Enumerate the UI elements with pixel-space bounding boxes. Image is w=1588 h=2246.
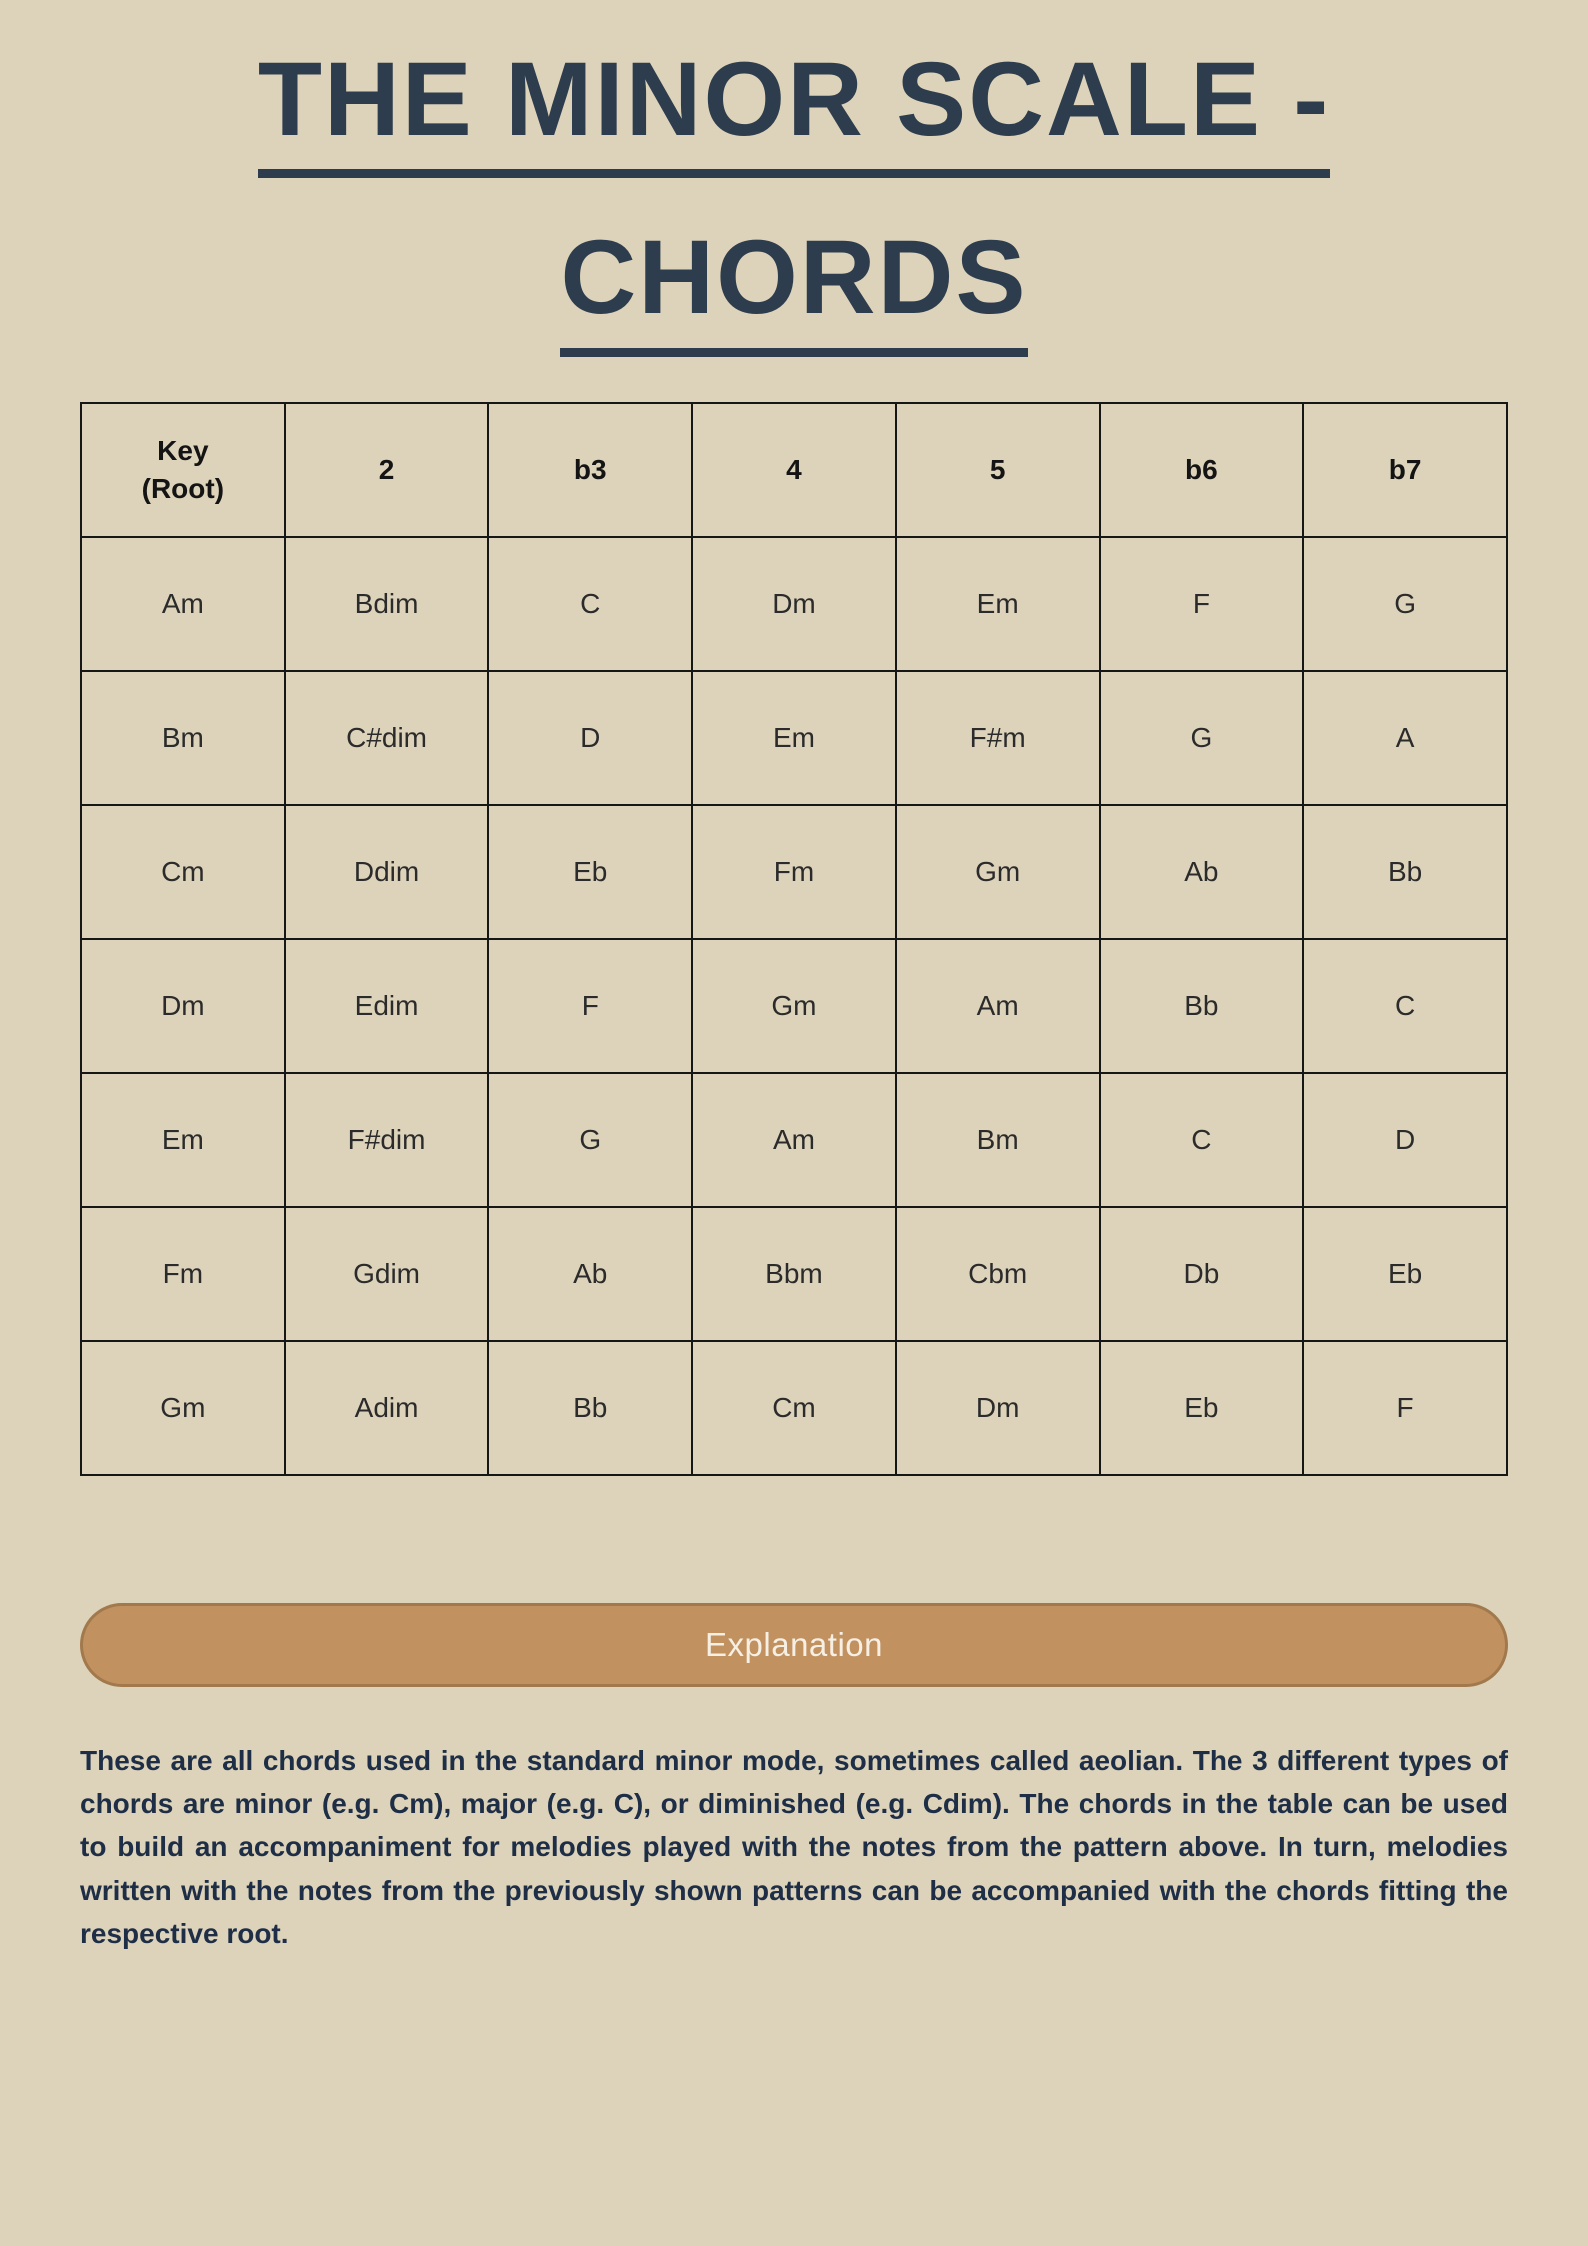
chord-cell: G <box>1303 537 1507 671</box>
chord-cell: Edim <box>285 939 489 1073</box>
table-row <box>81 671 1507 805</box>
chord-cell: Bb <box>1100 939 1304 1073</box>
chord-cell: F <box>1100 537 1304 671</box>
chord-cell: F <box>488 939 692 1073</box>
chord-cell: Cbm <box>896 1207 1100 1341</box>
table-header-row <box>81 403 1507 537</box>
chord-cell: Db <box>1100 1207 1304 1341</box>
chord-cell: Gm <box>81 1341 285 1475</box>
header-cell-key-root: Key (Root) <box>81 403 285 537</box>
chord-cell: Gm <box>896 805 1100 939</box>
chord-cell: Eb <box>1303 1207 1507 1341</box>
chord-cell: Eb <box>488 805 692 939</box>
chord-cell: A <box>1303 671 1507 805</box>
explanation-paragraph: These are all chords used in the standard minor mode, sometimes called aeolian. The 3 different types of chords are minor (e.g. Cm), major (e.g. C), or diminished (e.g. Cdim). The chords in the table can be used to build an accompaniment for melodies played with the notes from the pattern above. In turn, melodies written with the notes from the previously shown patterns can be accompanied with the chords fitting the respective root. <box>80 1744 1508 1950</box>
page-title-line-2: CHORDS <box>560 223 1027 356</box>
chord-cell: Fm <box>692 805 896 939</box>
chord-cell: Adim <box>285 1341 489 1475</box>
chord-cell: Bdim <box>285 537 489 671</box>
chord-cell: Cm <box>81 805 285 939</box>
chord-cell: Am <box>896 939 1100 1073</box>
chord-cell: Bb <box>1303 805 1507 939</box>
chord-cell: Dm <box>896 1341 1100 1475</box>
chord-cell: Ab <box>488 1207 692 1341</box>
header-cell-b3: b3 <box>488 403 692 537</box>
chord-cell: Gm <box>692 939 896 1073</box>
chord-cell: Eb <box>1100 1341 1304 1475</box>
chord-cell: Bb <box>488 1341 692 1475</box>
chord-cell: Bm <box>81 671 285 805</box>
page-title-line-1: THE MINOR SCALE - <box>258 45 1330 178</box>
table-row <box>81 939 1507 1073</box>
chord-cell: C <box>1100 1073 1304 1207</box>
header-cell-b6: b6 <box>1100 403 1304 537</box>
table-row <box>81 537 1507 671</box>
chord-cell: Ddim <box>285 805 489 939</box>
chord-cell: Dm <box>81 939 285 1073</box>
table-row <box>81 805 1507 939</box>
chord-cell: Bbm <box>692 1207 896 1341</box>
chord-cell: Em <box>692 671 896 805</box>
chord-cell: F#dim <box>285 1073 489 1207</box>
table-row <box>81 1073 1507 1207</box>
header-cell-4: 4 <box>692 403 896 537</box>
explanation-heading-pill <box>80 1603 1508 1687</box>
chord-cell: F#m <box>896 671 1100 805</box>
chord-cell: Am <box>81 537 285 671</box>
chord-cell: Am <box>692 1073 896 1207</box>
chord-cell: C#dim <box>285 671 489 805</box>
chord-cell: Bm <box>896 1073 1100 1207</box>
chord-cell: F <box>1303 1341 1507 1475</box>
chord-cell: G <box>1100 671 1304 805</box>
chord-cell: Fm <box>81 1207 285 1341</box>
chord-table <box>80 402 1508 1476</box>
chord-cell: Dm <box>692 537 896 671</box>
chord-cell: G <box>488 1073 692 1207</box>
chord-cell: D <box>488 671 692 805</box>
chord-cell: D <box>1303 1073 1507 1207</box>
header-cell-5: 5 <box>896 403 1100 537</box>
chord-cell: C <box>1303 939 1507 1073</box>
chord-cell: Ab <box>1100 805 1304 939</box>
chord-cell: Cm <box>692 1341 896 1475</box>
chord-cell: C <box>488 537 692 671</box>
chord-cell: Gdim <box>285 1207 489 1341</box>
header-cell-2: 2 <box>285 403 489 537</box>
chord-cell: Em <box>896 537 1100 671</box>
table-row <box>81 1207 1507 1341</box>
page-title <box>80 41 1508 357</box>
chord-cell: Em <box>81 1073 285 1207</box>
table-row <box>81 1341 1507 1475</box>
explanation-heading-label: Explanation <box>705 1625 883 1663</box>
header-cell-b7: b7 <box>1303 403 1507 537</box>
